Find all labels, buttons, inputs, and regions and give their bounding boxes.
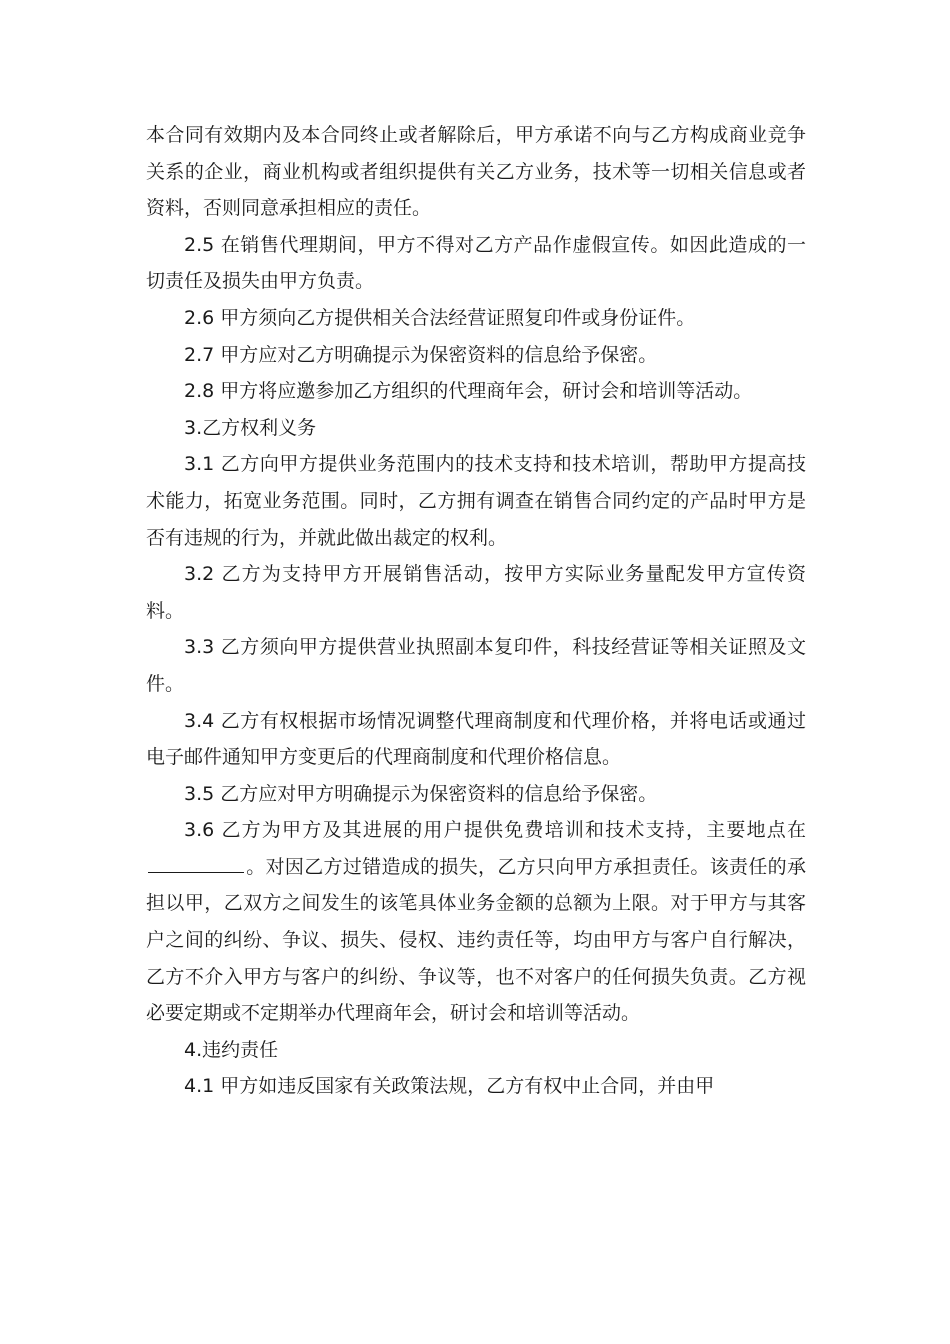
paragraph-clause-3-2: 3.2 乙方为支持甲方开展销售活动，按甲方实际业务量配发甲方宣传资料。 [146,563,806,622]
paragraph-clause-2-5: 2.5 在销售代理期间，甲方不得对乙方产品作虚假宣传。如因此造成的一切责任及损失由甲方负责。 [146,233,806,293]
fill-in-blank-location [148,853,244,873]
paragraph-clause-3-1: 3.1 乙方向甲方提供业务范围内的技术支持和技术培训，帮助甲方提高技术能力，拓宽业务范围。同时，乙方拥有调查在销售合同约定的产品时甲方是否有违规的行为，并就此做出裁定的权利。 [146,453,806,549]
paragraph-clause-2-7: 2.7 甲方应对乙方明确提示为保密资料的信息给予保密。 [184,343,658,366]
paragraph-confidentiality-commitment: 本合同有效期内及本合同终止或者解除后，甲方承诺不向与乙方构成商业竞争关系的企业，商业机构或者组织提供有关乙方业务，技术等一切相关信息或者资料，否则同意承担相应的责任。 [146,124,806,220]
paragraph-clause-2-6: 2.6 甲方须向乙方提供相关合法经营证照复印件或身份证件。 [184,306,696,329]
paragraph-clause-3-4: 3.4 乙方有权根据市场情况调整代理商制度和代理价格，并将电话或通过电子邮件通知甲方变更后的代理商制度和代理价格信息。 [146,709,806,769]
section-heading-4: 4.违约责任 [184,1038,279,1061]
clause-3-6-text-after-blank: 。对因乙方过错造成的损失，乙方只向甲方承担责任。该责任的承担以甲，乙双方之间发生的该笔具体业务金额的总额为上限。对于甲方与其客户之间的纠纷、争议、损失、侵权、违约责任等，均由甲方与客户自行解决，乙方不介入甲方与客户的纠纷、争议等，也不对客户的任何损失负责。乙方视必要定期或不定期举办代理商年会，研讨会和培训等活动。 [146,855,806,1025]
clause-3-6-text-before-blank: 3.6 乙方为甲方及其进展的用户提供免费培训和技术支持，主要地点在 [184,819,806,842]
paragraph-clause-2-8: 2.8 甲方将应邀参加乙方组织的代理商年会，研讨会和培训等活动。 [184,380,753,403]
paragraph-clause-3-6 [146,812,806,1032]
section-heading-3: 3.乙方权利义务 [184,416,317,439]
contract-body [146,117,806,1105]
paragraph-clause-4-1: 4.1 甲方如违反国家有关政策法规，乙方有权中止合同，并由甲 [184,1075,715,1098]
paragraph-clause-3-3: 3.3 乙方须向甲方提供营业执照副本复印件，科技经营证等相关证照及文件。 [146,636,806,695]
paragraph-clause-3-5: 3.5 乙方应对甲方明确提示为保密资料的信息给予保密。 [184,782,658,805]
